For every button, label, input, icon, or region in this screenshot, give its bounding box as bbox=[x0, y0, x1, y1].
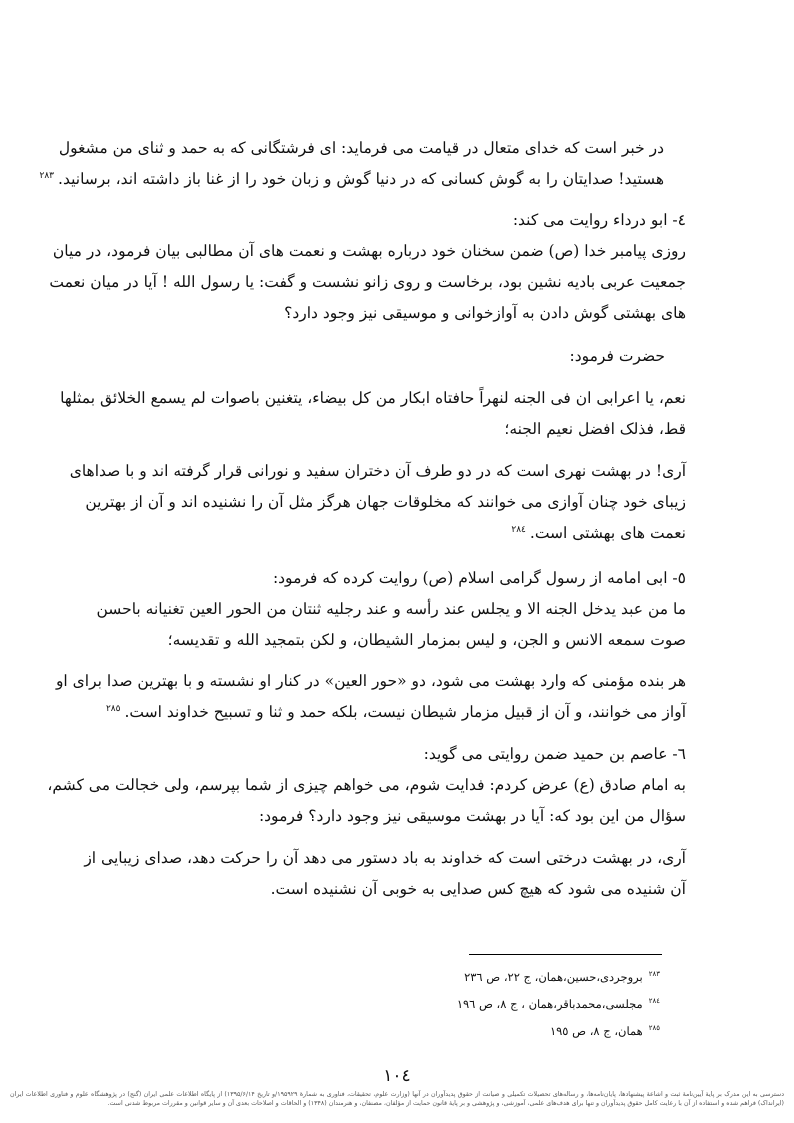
footnote: $^{۲۸٥}$همان، ج ۸، ص ۱۹٥ bbox=[549, 1023, 660, 1038]
text-line: قط، فذلک افضل نعیم الجنه؛ bbox=[504, 420, 686, 438]
arabic-hadith-1 bbox=[60, 383, 686, 445]
text-line: آن شنیده می شود که هیچ کس صدایی به خوبی آن نشنیده است. bbox=[270, 880, 686, 898]
text-line: نعمت های بهشتی است.$^{۲۸٤}$ bbox=[511, 524, 686, 542]
text-line: زیبای خود چنان آوازی می خوانند که مخلوقات جهان هرگز مثل آن را نشنیده اند و آن از بهترین bbox=[85, 493, 686, 511]
item-heading: ٤- ابو درداء روایت می کند: bbox=[512, 211, 686, 229]
text-line: هستید! صدایتان را به گوش کسانی که در دنیا گوش و زبان خود را از غنا باز داشته اند، برسانید.$^{۲۸۳}$ bbox=[39, 170, 664, 188]
text-line: آری، در بهشت درختی است که خداوند به باد دستور می دهد آن را حرکت دهد، صدای زیبایی از bbox=[84, 849, 686, 867]
text-line: در خبر است که خدای متعال در قیامت می فرماید: ای فرشتگانی که به حمد و ثنای من مشغول bbox=[58, 139, 664, 157]
text-line: سؤال من این بود که: آیا در بهشت موسیقی نیز وجود دارد؟ فرمود: bbox=[258, 807, 686, 825]
section-item-5 bbox=[96, 563, 686, 656]
translation-1 bbox=[69, 456, 686, 549]
translation-2 bbox=[55, 666, 686, 728]
footnote-ref: ۲۸٥ bbox=[105, 703, 121, 714]
footnote-number: ۲۸۳ bbox=[648, 970, 660, 978]
text-line: هر بنده مؤمنی که وارد بهشت می شود، دو «حور العین» در کنار او نشسته و با بهترین صدا برای او bbox=[55, 672, 686, 690]
footnote-divider bbox=[469, 954, 662, 955]
footnote-number: ۲۸٥ bbox=[648, 1023, 660, 1032]
text-line: روزی پیامبر خدا (ص) ضمن سخنان خود درباره بهشت و نعمت های آن مطالبی بیان فرمود، در میان bbox=[52, 242, 686, 260]
text-line: آواز می خوانند، و آن از قبیل مزمار شیطان نیست، بلکه حمد و ثنا و تسبیح خداوند است.$^{۲۸٥}$ bbox=[105, 703, 686, 721]
hadrat-said: حضرت فرمود: bbox=[569, 347, 665, 365]
item-heading: ٦- عاصم بن حمید ضمن روایتی می گوید: bbox=[423, 745, 686, 763]
footnote: $^{۲۸۳}$بروجردی،حسین،همان، ج ۲۲، ص ٢٣٦ bbox=[464, 969, 660, 984]
text-line: آری! در بهشت نهری است که در دو طرف آن دختران سفید و نورانی قرار گرفته اند و با صداهای bbox=[69, 462, 686, 480]
footnote: $^{۲۸٤}$مجلسی،محمدباقر،همان ، ج ۸، ص ۱۹٦ bbox=[456, 996, 660, 1011]
access-notice: دسترسی به این مدرک بر پایهٔ آیین‌نامهٔ ثبت و اشاعهٔ پیشنهادها، پایان‌نامه‌ها، و رساله‌های تحصیلات تکمیلی و صیانت از حقوق پدیدآوران در آنها (وزارت علوم، تحقیقات، فناوری به شمارهٔ ۱۹۵۹۲۹/و تاریخ ۱۳۹۵/۶/۱۴) از پایگاه اطلاعات علمی ایران (گنج) در پژوهشگاه علوم و فناوری اطلاعات ایران (ایرانداک) فراهم شده و استفاده از آن با رعایت کامل حقوق پدیدآوران و تنها برای هدف‌های علمی، آموزشی، و پژوهشی و بر پایهٔ قانون حمایت از مؤلفان، مصنفان، و هنرمندان (۱۳۴۸) و الحاقات و اصلاحات بعدی آن و سایر قوانین و مقررات مربوط شدنی است. bbox=[10, 1091, 784, 1107]
section-item-6 bbox=[47, 739, 686, 832]
paragraph-heavenly-voices bbox=[39, 133, 664, 195]
footnotes bbox=[457, 962, 660, 1042]
footnote-ref: ۲۸٤ bbox=[511, 524, 526, 535]
translation-3 bbox=[84, 843, 686, 905]
footnote-number: ۲۸٤ bbox=[648, 996, 660, 1005]
footnote-ref: ۲۸۳ bbox=[39, 170, 55, 181]
text-line: جمعیت عربی بادیه نشین بود، برخاست و روی زانو نشست و گفت: یا رسول الله ! آیا در میان نعمت bbox=[49, 273, 686, 291]
text-line: ما من عبد یدخل الجنه الا و یجلس عند رأسه و عند رجلیه ثنتان من الحور العین تغنیانه باحسن bbox=[96, 600, 686, 618]
text-line: به امام صادق (ع) عرض کردم: فدایت شوم، می خواهم چیزی از شما بپرسم، ولی خجالت می کشم، bbox=[47, 776, 686, 794]
page-number: ۱۰٤ bbox=[383, 1066, 411, 1086]
text-line: نعم، یا اعرابی ان فی الجنه لنهراً حافتاه ابکار من کل بیضاء، یتغنین باصوات لم یسمع الخلائق بمثلها bbox=[60, 389, 686, 407]
item-heading: ٥- ابی امامه از رسول گرامی اسلام (ص) روایت کرده که فرمود: bbox=[272, 569, 686, 587]
section-item-4 bbox=[49, 205, 686, 329]
text-line: صوت سمعه الانس و الجن، و لیس بمزمار الشیطان، و لکن بتمجید الله و تقدیسه؛ bbox=[167, 631, 686, 649]
text-line: های بهشتی گوش دادن به آوازخوانی و موسیقی نیز وجود دارد؟ bbox=[284, 304, 686, 322]
